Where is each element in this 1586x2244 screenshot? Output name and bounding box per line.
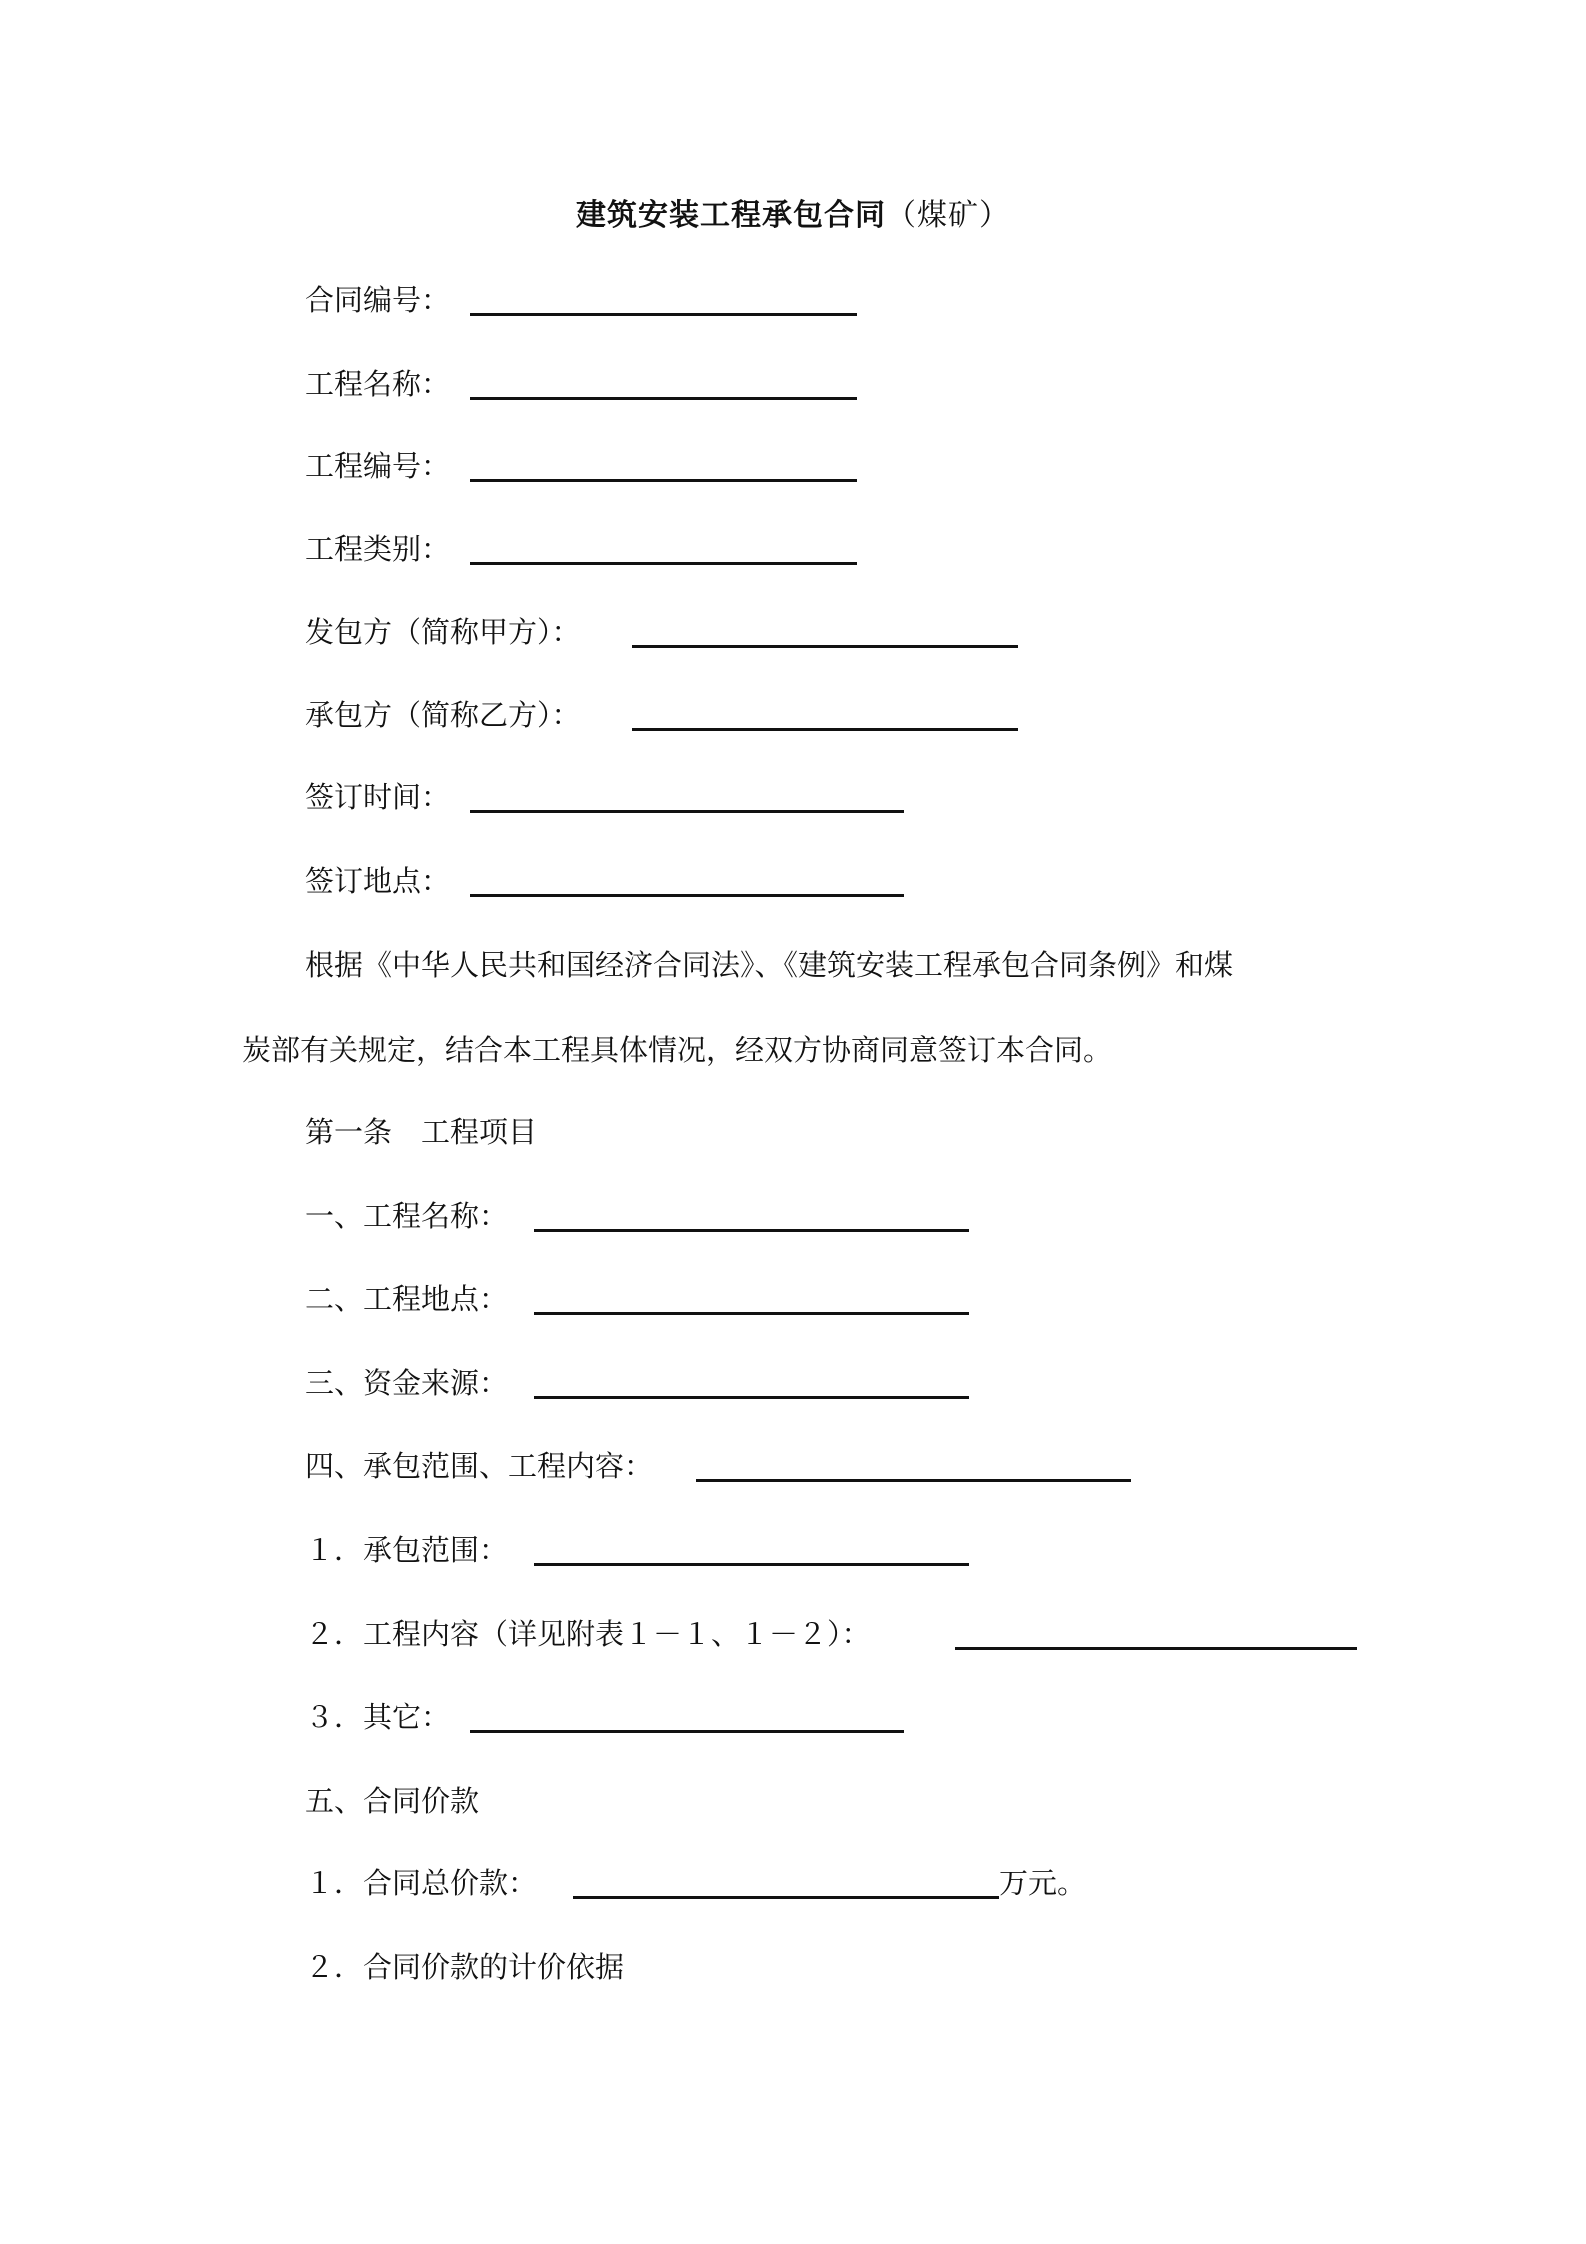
item-project-name <box>305 1196 1005 1236</box>
field-label: 工程类别： <box>305 532 451 566</box>
item-contract-scope <box>305 1530 1005 1570</box>
item-project-name-blank[interactable] <box>534 1229 969 1232</box>
item-project-content-blank[interactable] <box>955 1647 1357 1650</box>
title-suffix: （煤矿） <box>886 198 1010 233</box>
party-b-blank[interactable] <box>632 728 1018 731</box>
field-signing-date <box>305 777 1005 817</box>
item-label: 一、工程名称： <box>305 1199 509 1233</box>
item-label: ３．其它： <box>305 1700 451 1734</box>
field-label: 工程编号： <box>305 449 451 483</box>
item-project-content <box>305 1614 1365 1654</box>
item-scope-content <box>305 1446 1155 1486</box>
item-scope-content-blank[interactable] <box>696 1479 1131 1482</box>
item-label: １．合同总价款： <box>305 1866 538 1900</box>
field-project-name <box>305 364 1005 404</box>
project-category-blank[interactable] <box>470 562 857 565</box>
field-signing-place <box>305 861 1005 901</box>
field-label: 合同编号： <box>305 283 451 317</box>
pricing-basis-heading: ２．合同价款的计价依据 <box>305 1950 625 1984</box>
preamble-line-1: 根据《中华人民共和国经济合同法》、《建筑安装工程承包合同条例》和煤 <box>305 948 1234 982</box>
field-label: 工程名称： <box>305 367 451 401</box>
field-contract-number <box>305 280 1005 320</box>
item-funding-source <box>305 1363 1005 1403</box>
preamble-line-2: 炭部有关规定，结合本工程具体情况，经双方协商同意签订本合同。 <box>242 1033 1113 1067</box>
item-project-location-blank[interactable] <box>534 1312 969 1315</box>
item-label: 三、资金来源： <box>305 1366 509 1400</box>
document-title <box>0 190 1586 234</box>
field-label: 签订地点： <box>305 864 451 898</box>
field-label: 发包方（简称甲方）： <box>305 615 581 649</box>
item-label: ２．工程内容（详见附表１－１、１－２）： <box>305 1617 871 1651</box>
total-price-unit: 万元。 <box>999 1866 1087 1900</box>
item-contract-scope-blank[interactable] <box>534 1563 969 1566</box>
field-party-b <box>305 695 1065 735</box>
section-5-heading: 五、合同价款 <box>305 1784 480 1818</box>
total-price-blank[interactable] <box>573 1896 999 1899</box>
project-name-blank[interactable] <box>470 397 857 400</box>
item-other-blank[interactable] <box>470 1730 904 1733</box>
item-label: 二、工程地点： <box>305 1282 509 1316</box>
party-a-blank[interactable] <box>632 645 1018 648</box>
signing-place-blank[interactable] <box>470 894 904 897</box>
field-party-a <box>305 612 1065 652</box>
title-main: 建筑安装工程承包合同 <box>576 198 886 233</box>
field-label: 承包方（简称乙方）： <box>305 698 581 732</box>
item-total-price <box>305 1863 1105 1903</box>
signing-date-blank[interactable] <box>470 810 904 813</box>
item-project-location <box>305 1279 1005 1319</box>
item-funding-source-blank[interactable] <box>534 1396 969 1399</box>
article-1-heading: 第一条 工程项目 <box>305 1115 538 1149</box>
project-number-blank[interactable] <box>470 479 857 482</box>
item-label: １．承包范围： <box>305 1533 509 1567</box>
item-other <box>305 1697 1005 1737</box>
contract-number-blank[interactable] <box>470 313 857 316</box>
field-project-number <box>305 446 1005 486</box>
field-label: 签订时间： <box>305 780 451 814</box>
item-label: 四、承包范围、工程内容： <box>305 1449 654 1483</box>
field-project-category <box>305 529 1005 569</box>
